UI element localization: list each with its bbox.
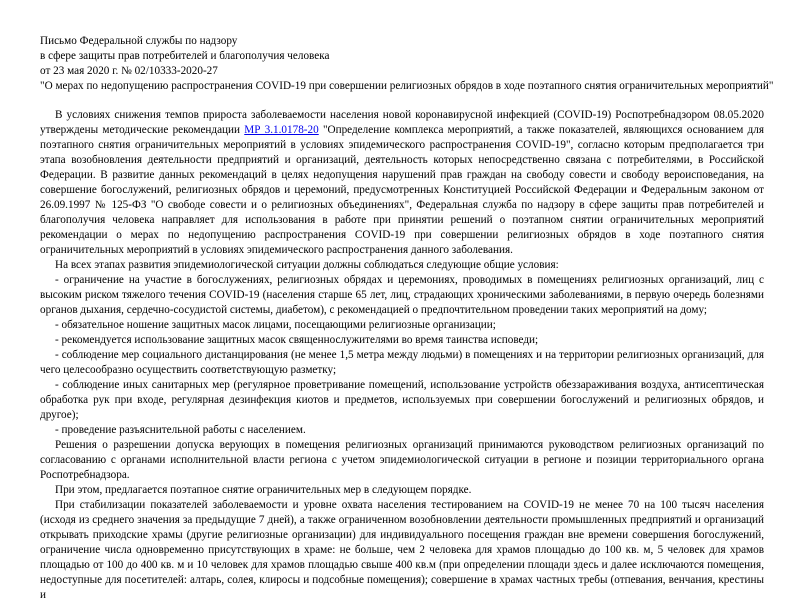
condition-high-risk-limit: - ограничение на участие в богослужениях, религиозных обрядах и церемониях, проводимых в помещениях религиозных организаций, лиц с высоким риском тяжелого течения COVID-19 (населения старше 65 лет, лиц, страдающих хроническими заболеваниями, в первую очередь болезнями органов дыхания, сердечно-сосудистой системы, диабетом), с рекомендацией о предпочтительном проведении таких мероприятий на дому; [40,274,764,316]
condition-sanitary-measures: - соблюдение иных санитарных мер (регулярное проветривание помещений, использование устройств обеззараживания воздуха, антисептическая обработка рук при входе, регулярная дезинфекция киотов и предметов, используемых при совершении богослужений и религиозных обрядов, и другое); [40,379,764,421]
paragraph-intro [40,108,764,258]
document-body [40,108,764,603]
document-title: "О мерах по недопущению распространения COVID-19 при совершении религиозных обрядов в ходе поэтапного снятия ограничительных мероприятий" [40,80,774,92]
condition-masks-clergy: - рекомендуется использование защитных масок священнослужителями во время таинства исповеди; [55,334,539,346]
mr-3-1-0178-20-link[interactable]: МР 3.1.0178-20 [244,124,319,136]
condition-masks-visitors: - обязательное ношение защитных масок лицами, посещающими религиозные организации; [55,319,496,331]
issuer-line-2: в сфере защиты прав потребителей и благополучия человека [40,50,330,62]
document-header [40,34,774,94]
condition-explanatory-work: - проведение разъяснительной работы с населением. [55,424,306,436]
paragraph-phased-removal: При этом, предлагается поэтапное снятие ограничительных мер в следующем порядке. [55,484,472,496]
document-date-number: от 23 мая 2020 г. № 02/10333-2020-27 [40,65,218,77]
paragraph-stage-one: При стабилизации показателей заболеваемости и уровне охвата населения тестированием на COVID-19 не менее 70 на 100 тысяч населения (исходя из среднего значения за предыдущие 7 дней), а также ограниченном возобновлении деятельности промышленных предприятий и организаций открывать приходские храмы (другие религиозные организации) для индивидуального посещения граждан вне времени совершения богослужений, ограничение числа одновременно присутствующих в храме: не больше, чем 2 человека для храмов площадью до 100 кв. м, 5 человек для храмов площадью от 100 до 400 кв. м и 10 человек для храмов площадью свыше 400 кв.м (при определении площади здесь и далее исключаются помещения, недоступные для посетителей: алтарь, солея, клиросы и подсобные помещения); совершение в храмах частных требы (отпевания, венчания, крестины и [40,499,764,601]
condition-social-distancing: - соблюдение мер социального дистанцирования (не менее 1,5 метра между людьми) в помещениях и на территории религиозных организаций, для чего целесообразно осуществить соответствующую разметку; [40,349,764,376]
paragraph-admission-decisions: Решения о разрешении допуска верующих в помещения религиозных организаций принимаются руководством религиозных организаций по согласованию с органами исполнительной власти региона с учетом эпидемиологической ситуации в регионе и позиции территориального органа Роспотребнадзора. [40,439,764,481]
paragraph-intro-text-2: "Определение комплекса мероприятий, а также показателей, являющихся основанием для поэтапного снятия ограничительных мероприятий в условиях эпидемического распространения COVID-19", согласно которым предполагается три этапа возобновления деятельности предприятий и организаций, деятельность которых непосредственно связана с потребителями, в Российской Федерации. В развитие данных рекомендаций в целях недопущения нарушений прав граждан на свободу совести и свободу вероисповедания, на совершение богослужений, религиозных обрядов и церемоний, предусмотренных Конституцией Российской Федерации и Федеральным законом от 26.09.1997 № 125-ФЗ "О свободе совести и о религиозных объединениях", Федеральная служба по надзору в сфере защиты прав потребителей и благополучия человека направляет для использования в работе при принятии решений о поэтапном снятии ограничительных мероприятий рекомендации о мерах по недопущению распространения COVID-19 при совершении религиозных обрядов в ходе поэтапного снятия ограничительных мероприятий в условиях эпидемического распространения данного заболевания. [40,124,764,256]
issuer-line-1: Письмо Федеральной службы по надзору [40,35,238,47]
paragraph-intro-text-1: В условиях снижения темпов прироста заболеваемости населения новой коронавирусной инфекцией (COVID-19) Роспотребнадзором 08.05.2020 утверждены методические рекомендации [40,109,764,136]
paragraph-general-conditions: На всех этапах развития эпидемиологической ситуации должны соблюдаться следующие общие условия: [55,259,559,271]
